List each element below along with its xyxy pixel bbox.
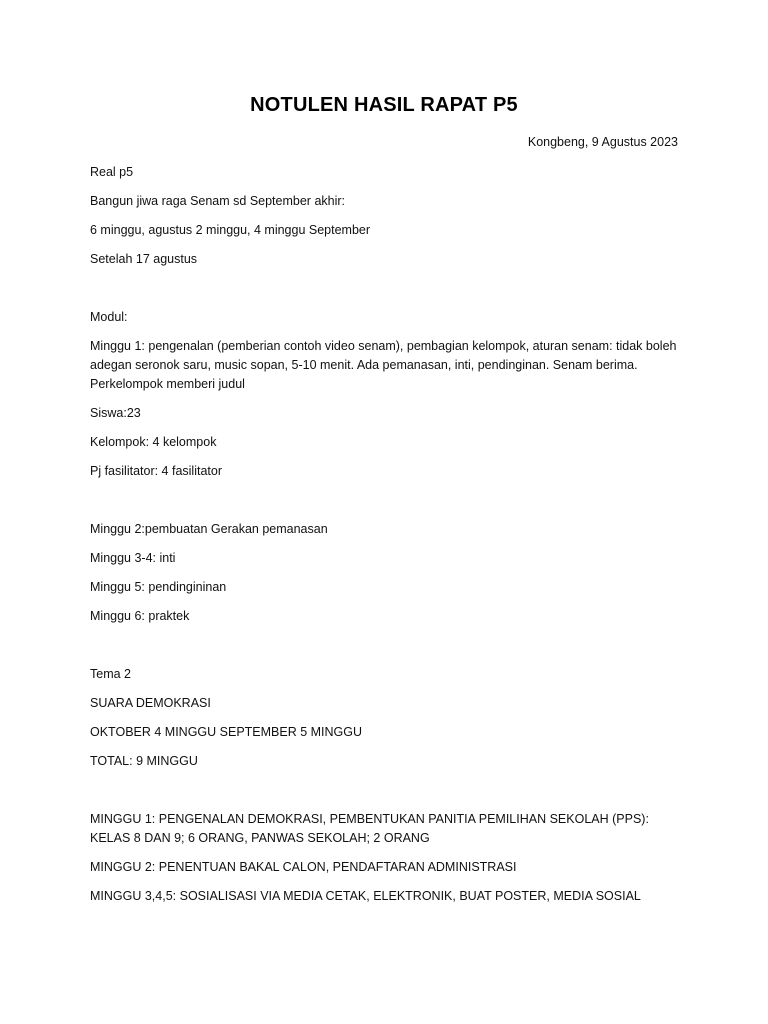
text-line-real-p5: Real p5	[90, 165, 134, 179]
text-line-kelompok: Kelompok: 4 kelompok	[90, 435, 217, 449]
text-paragraph-minggu-1-demokrasi: MINGGU 1: PENGENALAN DEMOKRASI, PEMBENTUKAN PANITIA PEMILIHAN SEKOLAH (PPS): KELAS 8 DAN 9; 6 ORANG, PANWAS SEKOLAH; 2 ORANG	[90, 812, 649, 845]
text-line-minggu-2-calon: MINGGU 2: PENENTUAN BAKAL CALON, PENDAFTARAN ADMINISTRASI	[90, 860, 517, 874]
text-line-bangun-jiwa-raga: Bangun jiwa raga Senam sd September akhir:	[90, 194, 346, 208]
date-line: Kongbeng, 9 Agustus 2023	[527, 135, 678, 149]
text-line-oktober-september: OKTOBER 4 MINGGU SEPTEMBER 5 MINGGU	[90, 725, 363, 739]
text-line-setelah-17-agustus: Setelah 17 agustus	[90, 252, 198, 266]
text-line-minggu-5: Minggu 5: pendingininan	[90, 580, 227, 594]
text-paragraph-minggu-1: Minggu 1: pengenalan (pemberian contoh video senam), pembagian kelompok, aturan senam: tidak boleh adegan seronok saru, music sopan, 5-10 menit. Ada pemanasan, inti, pendinginan. Senam berima. Perkelompok memberi judul	[90, 339, 677, 391]
text-line-six-weeks: 6 minggu, agustus 2 minggu, 4 minggu September	[90, 223, 371, 237]
text-line-minggu-3-4: Minggu 3-4: inti	[90, 551, 176, 565]
text-line-minggu-2: Minggu 2:pembuatan Gerakan pemanasan	[90, 522, 328, 536]
text-line-minggu-3-4-5: MINGGU 3,4,5: SOSIALISASI VIA MEDIA CETAK, ELEKTRONIK, BUAT POSTER, MEDIA SOSIAL	[90, 889, 641, 903]
text-line-modul: Modul:	[90, 310, 128, 324]
text-line-siswa: Siswa:23	[90, 406, 141, 420]
text-line-fasilitator: Pj fasilitator: 4 fasilitator	[90, 464, 222, 478]
text-line-tema-2: Tema 2	[90, 667, 131, 681]
text-line-minggu-6: Minggu 6: praktek	[90, 609, 190, 623]
text-line-suara-demokrasi: SUARA DEMOKRASI	[90, 696, 211, 710]
document-title: NOTULEN HASIL RAPAT P5	[250, 94, 518, 116]
text-line-total: TOTAL: 9 MINGGU	[90, 754, 198, 768]
